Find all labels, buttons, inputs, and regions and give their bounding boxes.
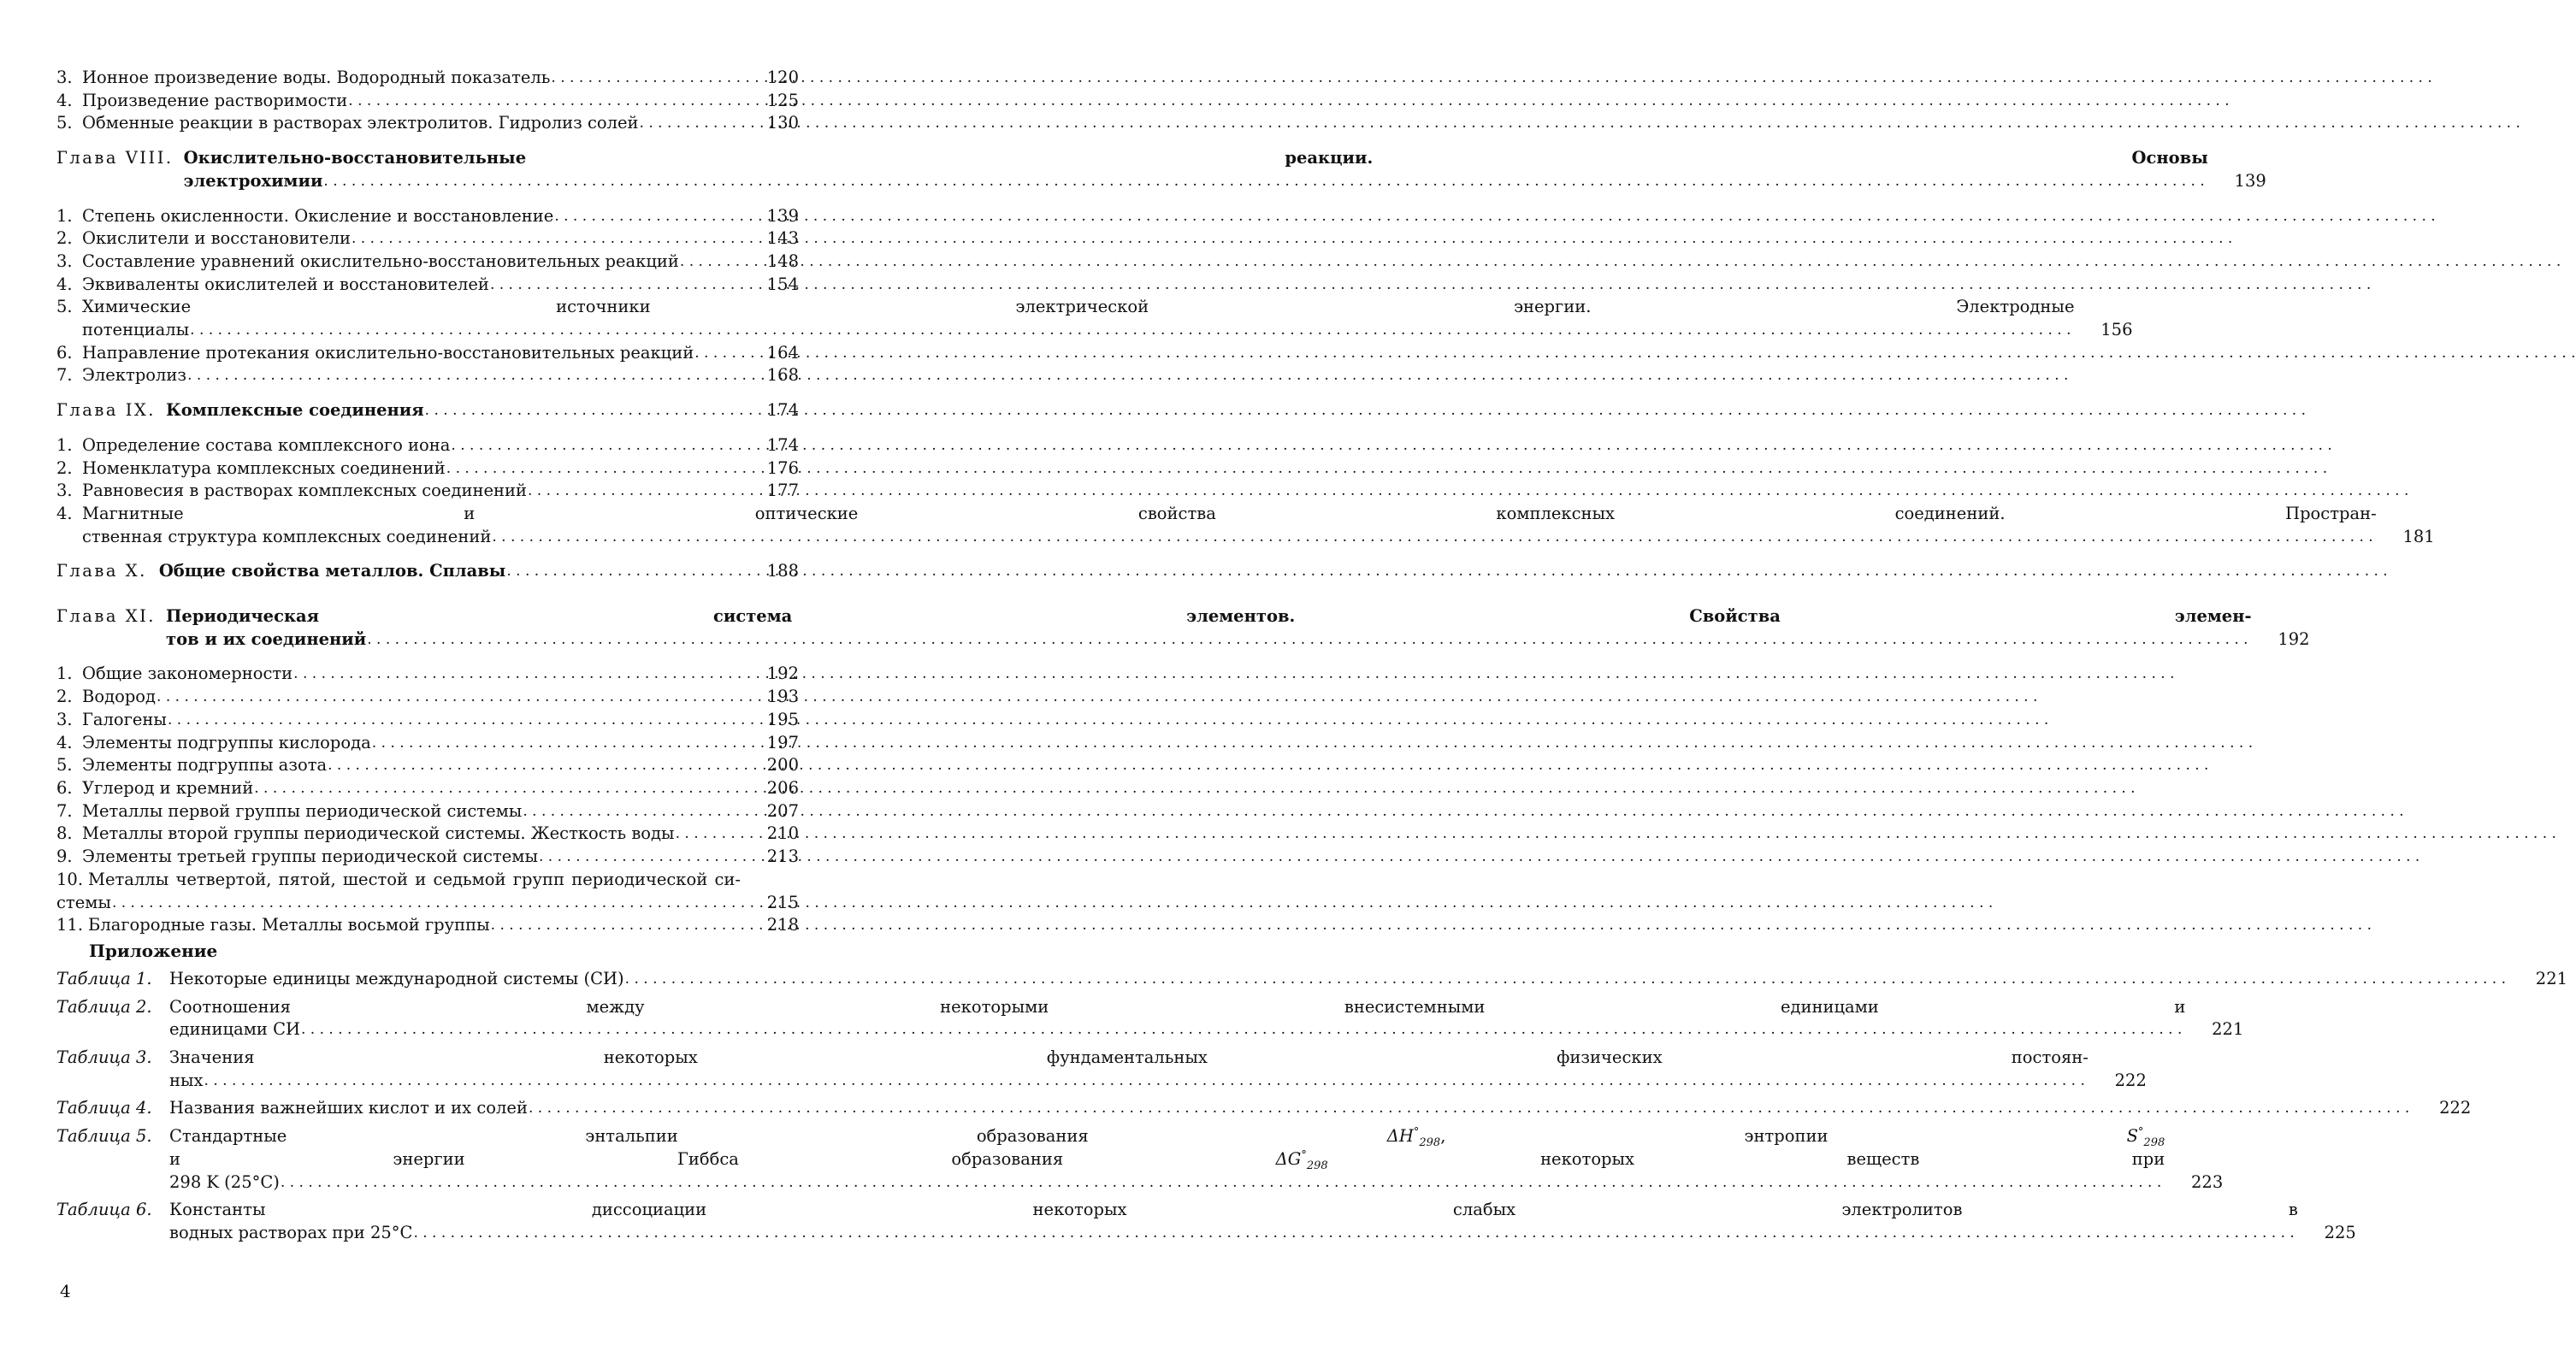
appendix-table-entry[interactable]	[56, 968, 2568, 991]
leader-dots	[491, 526, 2376, 549]
symbol-text: ΔG	[1275, 1148, 1302, 1169]
leader-dots	[528, 1097, 2413, 1120]
entry-number: 2.	[56, 457, 73, 478]
leader-dots	[347, 90, 741, 113]
leader-dots	[300, 1018, 2185, 1041]
toc-entry[interactable]	[56, 777, 799, 800]
entry-page: 213	[766, 847, 799, 867]
entry-number: 4.	[56, 503, 73, 523]
entropy-symbol	[2126, 1125, 2165, 1150]
entry-title-cont: ственная структура комплексных соединений	[82, 526, 492, 546]
toc-entry[interactable]	[56, 364, 799, 387]
entry-title: Благородные газы. Металлы восьмой группы	[88, 915, 490, 935]
entry-page: 176	[766, 457, 799, 478]
entry-number: 3.	[56, 481, 73, 501]
entry-number: 2.	[56, 687, 73, 707]
entry-title: Углерод и кремний	[82, 777, 254, 798]
leader-dots	[505, 560, 741, 583]
entry-title: Металлы первой группы периодической системы	[82, 800, 523, 821]
leader-dots	[156, 686, 741, 709]
leader-dots	[424, 399, 741, 422]
entry-number: 4.	[56, 90, 73, 110]
entry-page: 225	[2324, 1222, 2356, 1242]
entry-page: 156	[2100, 320, 2133, 340]
table-label: Таблица 2.	[56, 996, 152, 1017]
leader-dots	[204, 1070, 2089, 1093]
entry-number: 4.	[56, 732, 73, 752]
toc-entry[interactable]	[56, 869, 799, 892]
entry-page: 218	[766, 915, 799, 935]
symbol-text: ΔH	[1386, 1126, 1414, 1147]
entry-number: 2.	[56, 228, 73, 249]
toc-entry[interactable]	[56, 457, 799, 481]
chapter-title-cont: электрохимии	[183, 170, 323, 191]
entry-page: 221	[2535, 968, 2568, 988]
entry-title: Магнитные и оптические свойства комплексных соединений. Простран-	[82, 503, 2377, 523]
entry-title-part: некоторых веществ при	[1540, 1148, 2165, 1169]
enthalpy-symbol	[1386, 1125, 1441, 1150]
appendix-heading[interactable]: Приложение	[89, 940, 218, 961]
entry-title: Равновесия в растворах комплексных соединений	[82, 481, 527, 501]
chapter-page: 192	[2278, 628, 2310, 649]
toc-entry[interactable]	[56, 480, 799, 503]
leader-dots	[366, 628, 2251, 652]
leader-dots	[553, 205, 741, 228]
chapter-label: Глава XI.	[56, 606, 157, 627]
entry-page: 148	[766, 251, 799, 271]
entry-page: 168	[766, 365, 799, 386]
appendix-table-entry[interactable]	[56, 1097, 2472, 1120]
leader-dots	[639, 112, 741, 135]
toc-entry[interactable]	[56, 503, 2435, 548]
leader-dots	[550, 67, 741, 90]
symbol-sub: 298	[2143, 1136, 2165, 1150]
entry-page: 195	[766, 709, 799, 729]
entry-title: Составление уравнений окислительно-восстановительных реакций	[82, 251, 679, 271]
entry-page: 222	[2439, 1098, 2472, 1118]
toc-entry[interactable]	[56, 686, 799, 709]
entry-title: Металлы второй группы периодической системы. Жесткость воды	[82, 823, 675, 844]
toc-entry[interactable]	[56, 205, 799, 228]
entry-page: 174	[766, 434, 799, 455]
toc-entry[interactable]	[56, 251, 799, 274]
leader-dots	[351, 227, 741, 251]
entry-title-cont: единицами СИ	[169, 1019, 300, 1040]
toc-entry[interactable]	[56, 296, 2133, 341]
entry-page: 192	[766, 664, 799, 684]
entry-page: 215	[766, 892, 799, 912]
leader-dots	[186, 364, 741, 387]
entry-number: 5.	[56, 297, 73, 317]
entry-title-cont	[169, 1148, 2223, 1171]
chapter-9-heading[interactable]	[56, 399, 799, 422]
entry-number: 1.	[56, 205, 73, 226]
entry-number: 3.	[56, 68, 73, 87]
entry-title: Химические источники электрической энергии. Электродные	[82, 297, 2075, 317]
entry-title: Соотношения между некоторыми внесистемными единицами и	[169, 996, 2186, 1017]
symbol-sub: 298	[1306, 1159, 1328, 1172]
toc-entry[interactable]	[56, 90, 799, 113]
entry-page: 223	[2191, 1171, 2224, 1192]
entry-title: Обменные реакции в растворах электролитов. Гидролиз солей	[82, 113, 639, 133]
entry-page: 139	[766, 205, 799, 226]
leader-dots	[167, 709, 741, 732]
entry-title-part: , энтропии	[1440, 1126, 1829, 1147]
toc-entry[interactable]	[56, 112, 799, 135]
entry-page: 207	[766, 800, 799, 821]
leader-dots	[538, 846, 741, 869]
entry-page: 164	[766, 342, 799, 363]
entry-number: 7.	[56, 800, 73, 821]
symbol-sup: °	[1413, 1125, 1420, 1139]
entry-number: 5.	[56, 113, 73, 133]
chapter-label: Глава IX.	[56, 400, 157, 421]
leader-dots	[327, 754, 741, 777]
toc-entry[interactable]	[56, 227, 799, 251]
chapter-title: Периодическая система элементов. Свойства элемен-	[166, 606, 2252, 627]
chapter-page: 174	[766, 400, 799, 421]
entry-page: 193	[766, 687, 799, 707]
appendix-table-entry[interactable]	[56, 1047, 2147, 1092]
leader-dots	[694, 342, 741, 365]
entry-page: 120	[766, 68, 799, 87]
leader-dots	[253, 777, 741, 800]
entry-number: 6.	[56, 777, 73, 798]
entry-title: Общие закономерности	[82, 664, 293, 684]
symbol-sup: °	[1301, 1148, 1307, 1162]
entry-title	[169, 1125, 2223, 1148]
leader-dots	[371, 732, 741, 755]
appendix-table-entry[interactable]	[56, 1199, 2356, 1244]
entry-title: Водород	[82, 687, 157, 707]
chapter-page: 188	[766, 561, 799, 581]
toc-entry[interactable]	[56, 800, 799, 823]
table-label: Таблица 1.	[56, 968, 152, 988]
chapter-title-cont: тов и их соединений	[166, 628, 367, 649]
entry-number: 11.	[56, 915, 84, 935]
entry-page: 200	[766, 755, 799, 776]
chapter-10-heading[interactable]	[56, 560, 799, 583]
entry-title: Галогены	[82, 709, 167, 729]
leader-dots	[450, 434, 741, 457]
entry-title: Произведение растворимости	[82, 90, 348, 110]
entry-number: 3.	[56, 251, 73, 271]
gibbs-symbol	[1275, 1148, 1328, 1172]
leader-dots	[675, 823, 741, 846]
chapter-title: Комплексные соединения	[166, 400, 424, 421]
entry-page: 221	[2212, 1019, 2244, 1040]
entry-title: Номенклатура комплексных соединений	[82, 457, 446, 478]
toc-entry[interactable]	[56, 434, 799, 457]
entry-title: Элементы подгруппы азота	[82, 755, 328, 776]
entry-title: Степень окисленности. Окисление и восстановление	[82, 205, 554, 226]
toc-entry[interactable]	[56, 846, 799, 869]
chapter-title: Общие свойства металлов. Сплавы	[158, 561, 506, 581]
entry-page: 143	[766, 228, 799, 249]
leader-dots	[292, 663, 741, 686]
entry-title: Ионное произведение воды. Водородный показатель	[82, 68, 551, 87]
entry-title-cont: потенциалы	[82, 320, 190, 340]
chapter-label: Глава X.	[56, 561, 147, 581]
toc-entry[interactable]	[56, 67, 799, 90]
chapter-11-heading[interactable]	[56, 605, 2310, 651]
entry-page: 197	[766, 732, 799, 752]
symbol-sub: 298	[1419, 1136, 1441, 1150]
entry-number: 6.	[56, 342, 73, 363]
toc-entry[interactable]	[56, 709, 799, 732]
entry-title: Элементы третьей группы периодической системы	[82, 847, 538, 867]
symbol-text: S	[2126, 1126, 2138, 1147]
entry-title: Направление протекания окислительно-восстановительных реакций	[82, 342, 694, 363]
leader-dots	[446, 457, 741, 481]
entry-page: 154	[766, 274, 799, 294]
toc-entry[interactable]	[56, 274, 799, 297]
toc-entry[interactable]	[56, 914, 799, 937]
entry-title-cont: 298 K (25°C)	[169, 1171, 280, 1192]
table-label: Таблица 3.	[56, 1047, 152, 1068]
chapter-page: 139	[2234, 170, 2266, 191]
entry-number: 1.	[56, 434, 73, 455]
leader-dots	[280, 1171, 2165, 1195]
entry-title-cont: водных растворах при 25°C	[169, 1222, 413, 1242]
leader-dots	[679, 251, 741, 274]
appendix-table-entry[interactable]	[56, 996, 2244, 1041]
chapter-8-heading[interactable]	[56, 147, 2266, 192]
toc-entry[interactable]	[56, 732, 799, 755]
entry-page: 210	[766, 823, 799, 844]
entry-number: 3.	[56, 709, 73, 729]
leader-dots	[322, 170, 2207, 193]
leader-dots	[111, 892, 741, 915]
leader-dots	[489, 274, 741, 297]
entry-title: Определение состава комплексного иона	[82, 434, 451, 455]
entry-number: 4.	[56, 274, 73, 294]
entry-title: Значения некоторых фундаментальных физических постоян-	[169, 1047, 2089, 1068]
toc-entry-cont[interactable]	[56, 892, 799, 915]
entry-number: 9.	[56, 847, 73, 867]
table-label: Таблица 6.	[56, 1200, 152, 1220]
entry-page: 177	[766, 481, 799, 501]
toc-entry[interactable]	[56, 663, 799, 686]
entry-title: Окислители и восстановители	[82, 228, 351, 249]
entry-number: 5.	[56, 755, 73, 776]
entry-number: 10.	[56, 869, 84, 889]
chapter-title: Окислительно-восстановительные реакции. Основы	[183, 148, 2208, 168]
leader-dots	[490, 914, 741, 937]
entry-title: Металлы четвертой, пятой, шестой и седьмой групп периодической си-	[88, 869, 741, 889]
entry-title-cont: ных	[169, 1070, 204, 1090]
table-label: Таблица 5.	[56, 1126, 152, 1147]
entry-title-part: Стандартные энтальпии образования	[169, 1126, 1089, 1147]
leader-dots	[624, 968, 2509, 991]
entry-title: Электролиз	[82, 365, 187, 386]
entry-page: 181	[2402, 526, 2435, 546]
entry-page: 206	[766, 777, 799, 798]
entry-number: 7.	[56, 365, 73, 386]
entry-number: 1.	[56, 664, 73, 684]
entry-title: Названия важнейших кислот и их солей	[169, 1098, 528, 1118]
leader-dots	[412, 1222, 2297, 1245]
entry-title: Константы диссоциации некоторых слабых электролитов в	[169, 1200, 2298, 1220]
leader-dots	[189, 319, 2074, 342]
toc-entry[interactable]	[56, 342, 799, 365]
toc-entry[interactable]	[56, 823, 799, 846]
chapter-label: Глава VIII.	[56, 148, 174, 168]
entry-title-cont: стемы	[56, 892, 111, 912]
leader-dots	[527, 480, 741, 503]
table-label: Таблица 4.	[56, 1098, 152, 1118]
entry-title-part: и энергии Гиббса образования	[169, 1148, 1064, 1169]
entry-page: 222	[2114, 1070, 2147, 1090]
entry-title: Эквиваленты окислителей и восстановителей	[82, 274, 489, 294]
leader-dots	[522, 800, 741, 823]
entry-title: Некоторые единицы международной системы (СИ)	[169, 968, 624, 988]
page-number: 4	[60, 1281, 71, 1301]
toc-entry[interactable]	[56, 754, 799, 777]
entry-page: 130	[766, 113, 799, 133]
entry-title: Элементы подгруппы кислорода	[82, 732, 371, 752]
entry-number: 8.	[56, 823, 73, 844]
entry-page: 125	[766, 90, 799, 110]
symbol-sup: °	[2137, 1125, 2144, 1139]
